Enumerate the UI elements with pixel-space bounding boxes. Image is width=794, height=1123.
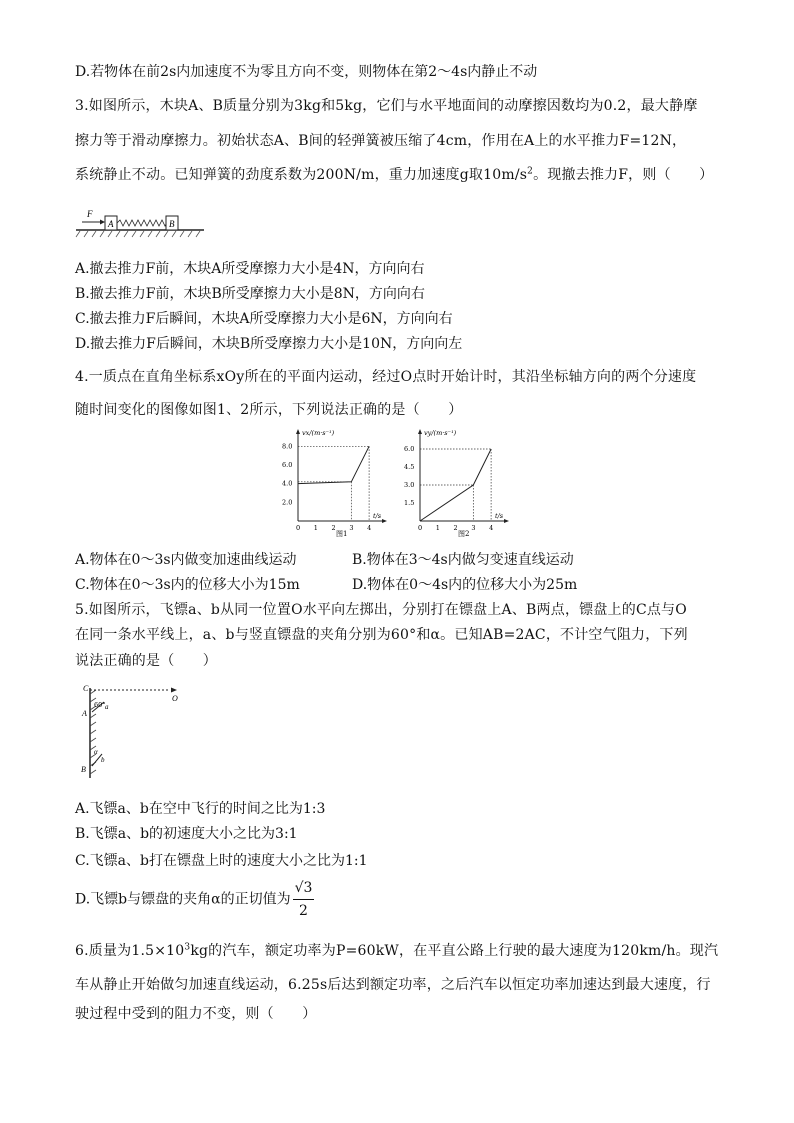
- q4-option-d: D.物体在0～4s内的位移大小为25m: [352, 577, 578, 593]
- c2-x-tick: 3: [471, 524, 476, 532]
- q6-stem-line2: 车从静止开始做匀加速直线运动，6.25s后达到额定功率，之后汽车以恒定功率加速达到最大速度，行: [75, 977, 711, 993]
- q6-stem-line1: 6.质量为$1.5\times 10^3kg$的汽车，额定功率为P=60kW，在平直公路上行驶的最大速度为120km/h。现汽: [75, 942, 719, 959]
- q5-label-a: A: [82, 709, 87, 718]
- q5-option-d: D.飞镖b与镖盘的夹角α的正切值为 $\frac{√3}{2}$: [75, 877, 314, 922]
- q6-stem-line3: 驶过程中受到的阻力不变，则（ ）: [75, 1006, 317, 1022]
- q5-label-b: B: [81, 765, 86, 774]
- q3-stem-line3: 系统静止不动。已知弹簧的劲度系数为200N/m，重力加速度g取$10m/s^2$。现撤去推力F，则（ ）: [75, 166, 714, 183]
- c2-series-line: [420, 449, 491, 521]
- q3-label-a: A: [108, 219, 114, 229]
- q5-dart-a-label: a: [105, 703, 109, 711]
- c2-x-tick: 1: [435, 524, 440, 532]
- c2-y-tick: 4.5: [404, 463, 415, 471]
- q3-stem-line2: 擦力等于滑动摩擦力。初始状态A、B间的轻弹簧被压缩了4cm，作用在A上的水平推力F=12N，: [75, 133, 687, 149]
- c1-y-tick: 6.0: [282, 461, 293, 469]
- c2-y-tick: 6.0: [404, 445, 415, 453]
- c2-x-tick: 2: [453, 524, 458, 532]
- q3-option-c: C.撤去推力F后瞬间，木块A所受摩擦力大小是6N，方向向右: [75, 311, 453, 327]
- c1-y-tick: 4.0: [282, 479, 293, 488]
- q5-option-a: A.飞镖a、b在空中飞行的时间之比为1:3: [75, 801, 326, 817]
- c2-caption: 图2: [458, 530, 470, 538]
- q4-option-c: C.物体在0～3s内的位移大小为15m: [75, 577, 300, 593]
- q3-label-f: F: [87, 209, 93, 219]
- c1-y-tick: 2.0: [282, 498, 293, 507]
- q5-alpha: α: [94, 748, 98, 756]
- q5-label-c: C: [83, 684, 89, 693]
- c1-x-tick: 4: [367, 524, 372, 532]
- q5-fraction: $\frac{√3}{2}$: [293, 877, 315, 922]
- q5-stem-line3: 说法正确的是（ ）: [75, 653, 217, 669]
- q5-label-o: O: [172, 694, 178, 703]
- q5-dart-b-label: b: [101, 756, 105, 764]
- c1-x-label: t/s: [373, 512, 382, 520]
- q4-option-b: B.物体在3～4s内做匀变速直线运动: [352, 552, 574, 568]
- c2-y-label: vy/(m·s⁻¹): [424, 429, 457, 437]
- q5-option-b: B.飞镖a、b的初速度大小之比为3:1: [75, 826, 298, 842]
- q2-option-d: D.若物体在前2s内加速度不为零且方向不变，则物体在第2～4s内静止不动: [75, 64, 538, 80]
- q4-stem-line2: 随时间变化的图像如图1、2所示，下列说法正确的是（ ）: [75, 402, 463, 418]
- q5-option-c: C.飞镖a、b打在镖盘上时的速度大小之比为1:1: [75, 853, 368, 869]
- c1-series-line: [298, 446, 369, 483]
- q4-chart-2: [402, 425, 514, 539]
- c2-y-tick: 3.0: [404, 481, 415, 489]
- q3-label-b: B: [169, 219, 175, 229]
- q4-option-a: A.物体在0～3s内做变加速曲线运动: [75, 552, 297, 568]
- c1-x-tick: 2: [331, 524, 336, 532]
- c2-y-tick: 1.5: [404, 499, 415, 507]
- c1-x-tick: 1: [313, 524, 318, 532]
- c1-x-tick: 0: [296, 524, 301, 532]
- q4-stem-line1: 4.一质点在直角坐标系xOy所在的平面内运动，经过O点时开始计时，其沿坐标轴方向的两个分速度: [75, 369, 697, 385]
- q5-angle-60: 60°: [94, 701, 106, 709]
- q5-stem-line1: 5.如图所示，飞镖a、b从同一位置O水平向左掷出，分别打在镖盘上A、B两点，镖盘上的C点与O: [75, 602, 687, 618]
- c2-x-label: t/s: [495, 512, 504, 520]
- q3-stem-line1: 3.如图所示，木块A、B质量分别为3kg和5kg，它们与水平地面间的动摩擦因数均为0.2，最大静摩: [75, 98, 698, 114]
- q3-option-b: B.撤去推力F前，木块B所受摩擦力大小是8N，方向向右: [75, 286, 425, 302]
- q3-figure-blocks-spring: [74, 204, 214, 244]
- c1-caption: 图1: [336, 530, 348, 538]
- c2-x-tick: 0: [418, 524, 423, 532]
- q3-option-a: A.撤去推力F前，木块A所受摩擦力大小是4N，方向向右: [75, 261, 425, 277]
- c1-y-label: vx/(m·s⁻¹): [302, 429, 335, 437]
- c1-x-tick: 3: [349, 524, 354, 532]
- q5-figure-dartboard: [74, 682, 194, 782]
- c1-y-tick: 8.0: [282, 442, 293, 451]
- c2-x-tick: 4: [489, 524, 494, 532]
- q5-stem-line2: 在同一条水平线上，a、b与竖直镖盘的夹角分别为60°和α。已知AB=2AC，不计空气阻力，下列: [75, 627, 688, 643]
- q4-chart-1: [280, 425, 392, 539]
- q3-option-d: D.撤去推力F后瞬间，木块B所受摩擦力大小是10N，方向向左: [75, 336, 463, 352]
